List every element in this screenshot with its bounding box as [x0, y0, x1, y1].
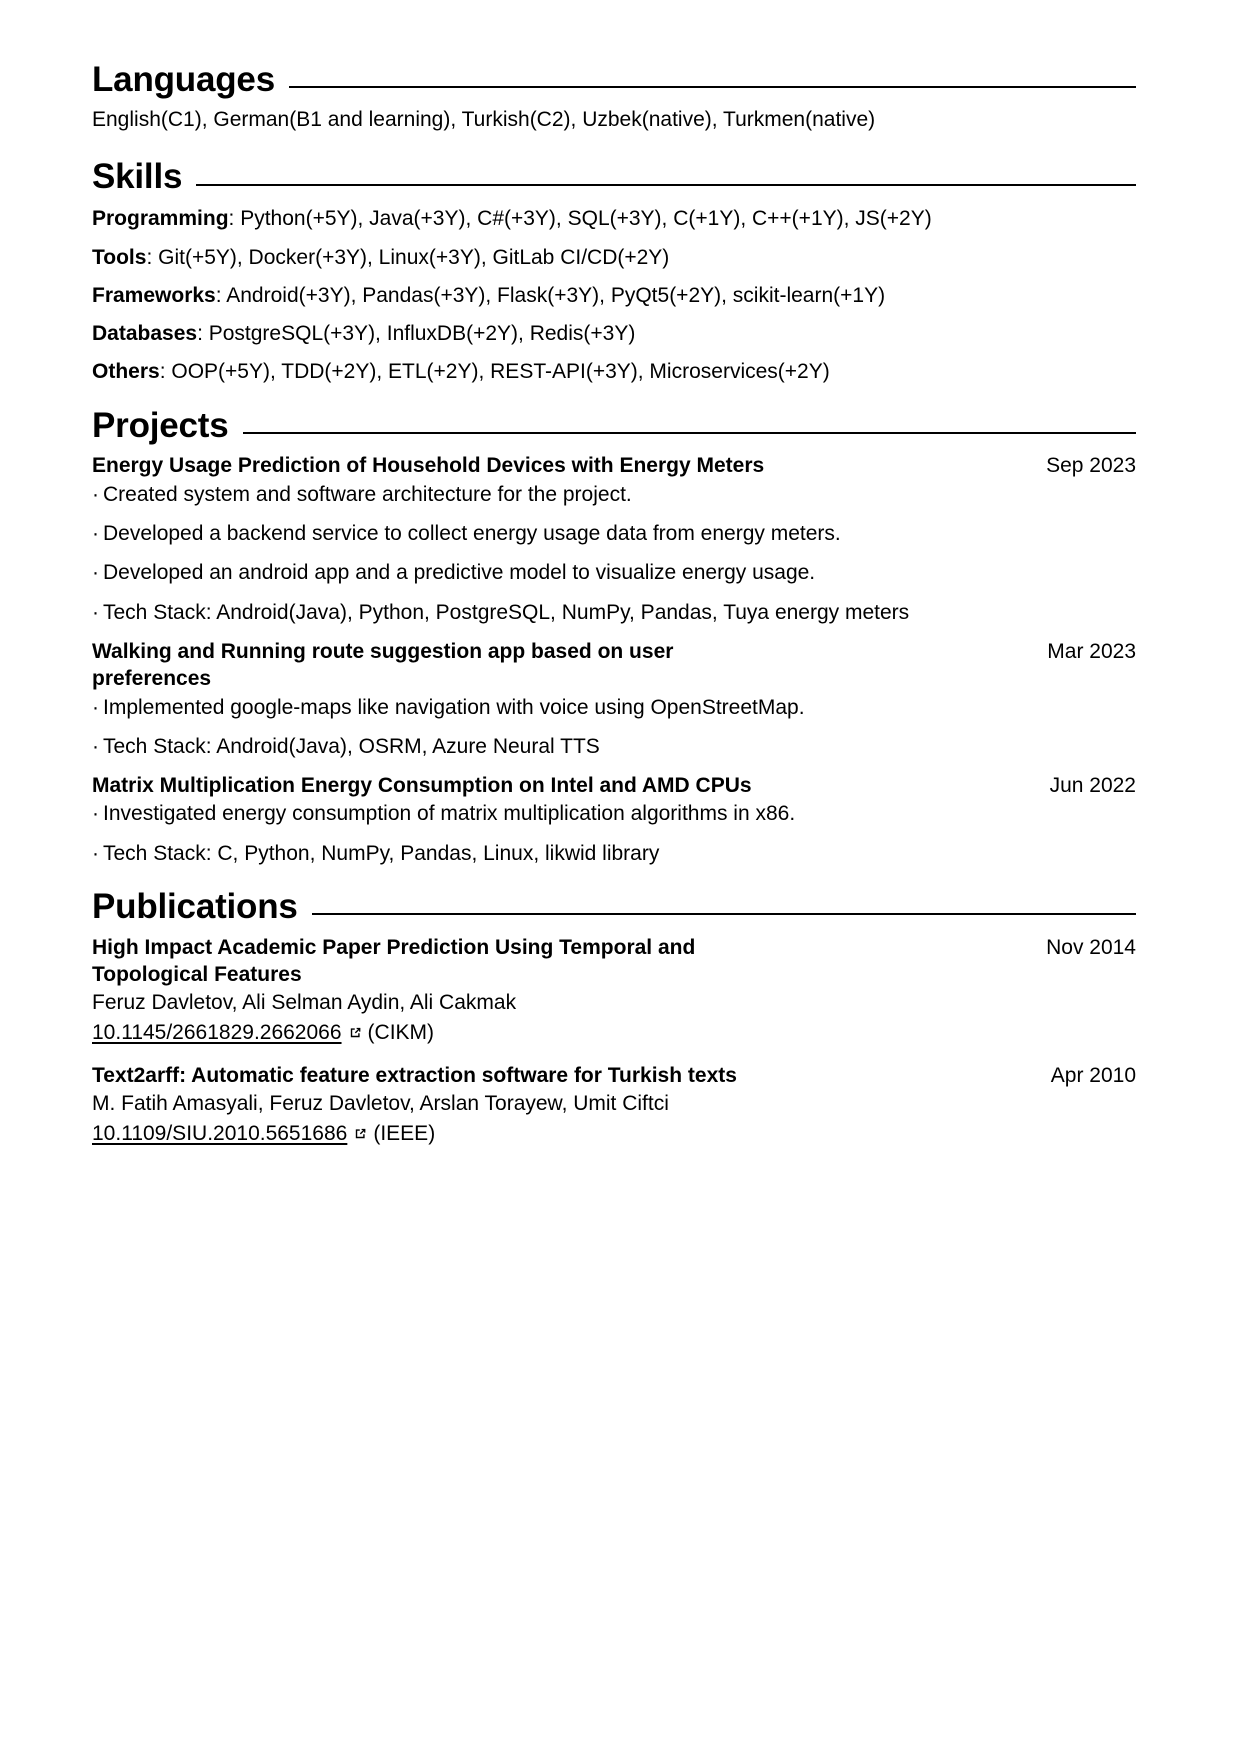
section-projects [92, 405, 1136, 867]
publication-venue: (CIKM) [367, 1021, 435, 1045]
spacer [92, 444, 1136, 452]
skill-category: Others [92, 360, 160, 384]
project-header [92, 772, 1136, 799]
section-header-publications [92, 889, 1136, 926]
bullet-item [92, 800, 1136, 827]
skill-values: : Git(+5Y), Docker(+3Y), Linux(+3Y), GitLab CI/CD(+2Y) [146, 245, 670, 269]
bullet-dot: · [92, 561, 99, 585]
bullet-text: Developed an android app and a predictive model to visualize energy usage. [103, 561, 816, 585]
skill-row [92, 205, 1136, 232]
spacer [92, 386, 1136, 408]
doi-link[interactable]: 10.1109/SIU.2010.5651686 [92, 1121, 348, 1145]
project-entry [92, 452, 1136, 625]
skill-values: : Python(+5Y), Java(+3Y), C#(+3Y), SQL(+3Y), C(+1Y), C++(+1Y), JS(+2Y) [228, 207, 932, 231]
section-title-publications: Publications [92, 887, 298, 927]
bullet-item [92, 840, 1136, 867]
skill-category: Programming [92, 207, 229, 231]
bullet-text: Tech Stack: Android(Java), OSRM, Azure Neural TTS [103, 734, 600, 758]
spacer [92, 1048, 1136, 1062]
section-title-projects: Projects [92, 405, 229, 445]
publication-date: Nov 2014 [1046, 935, 1136, 959]
skill-category: Frameworks [92, 283, 216, 307]
section-header-skills [92, 159, 1136, 196]
section-rule-skills [196, 184, 1136, 186]
spacer [92, 926, 1136, 934]
skill-values: : PostgreSQL(+3Y), InfluxDB(+2Y), Redis(+3Y) [197, 322, 636, 346]
skill-values: : OOP(+5Y), TDD(+2Y), ETL(+2Y), REST-API(+3Y), Microservices(+2Y) [159, 360, 830, 384]
bullet-item [92, 733, 1136, 760]
bullet-text: Investigated energy consumption of matrix multiplication algorithms in x86. [103, 802, 796, 826]
project-header [92, 452, 1136, 479]
bullet-item [92, 559, 1136, 586]
bullet-item [92, 599, 1136, 626]
project-date: Mar 2023 [1047, 639, 1136, 663]
doi-link[interactable]: 10.1145/2661829.2662066 [92, 1021, 342, 1045]
publication-header [92, 934, 1136, 989]
external-link-icon [353, 1126, 368, 1141]
project-title: Matrix Multiplication Energy Consumption on Intel and AMD CPUs [92, 774, 752, 798]
bullet-dot: · [92, 695, 99, 719]
bullet-text: Developed a backend service to collect energy usage data from energy meters. [103, 522, 841, 546]
project-title: Walking and Running route suggestion app based on user preferences [92, 639, 674, 691]
skill-row [92, 244, 1136, 271]
bullet-item [92, 481, 1136, 508]
spacer [92, 867, 1136, 889]
section-header-projects [92, 405, 1136, 445]
spacer [92, 626, 1136, 638]
publication-date: Apr 2010 [1050, 1063, 1136, 1087]
project-bullets [92, 694, 1136, 761]
section-title-languages: Languages [92, 60, 275, 99]
publication-authors: M. Fatih Amasyali, Feruz Davletov, Arslan Torayew, Umit Ciftci [92, 1091, 669, 1115]
spacer [92, 196, 1136, 205]
section-rule-projects [243, 432, 1136, 434]
bullet-dot: · [92, 734, 99, 758]
section-title-skills: Skills [92, 157, 183, 197]
external-link-icon [348, 1025, 363, 1040]
languages-line: English(C1), German(B1 and learning), Turkish(C2), Uzbek(native), Turkmen(native) [92, 107, 876, 131]
skill-row [92, 358, 1136, 385]
publication-title: Text2arff: Automatic feature extraction software for Turkish texts [92, 1063, 737, 1087]
bullet-dot: · [92, 522, 99, 546]
section-rule-languages [289, 86, 1136, 88]
project-date: Jun 2022 [1049, 774, 1136, 798]
publication-venue: (IEEE) [373, 1121, 436, 1145]
publication-entry [92, 934, 1136, 1048]
bullet-text: Created system and software architecture for the project. [103, 482, 632, 506]
bullet-text: Implemented google-maps like navigation with voice using OpenStreetMap. [103, 695, 805, 719]
bullet-dot: · [92, 482, 99, 506]
publication-doi-line [92, 1019, 1136, 1048]
section-languages [92, 62, 1136, 133]
project-title: Energy Usage Prediction of Household Devices with Energy Meters [92, 454, 765, 478]
section-publications [92, 889, 1136, 1148]
bullet-dot: · [92, 600, 99, 624]
skill-values: : Android(+3Y), Pandas(+3Y), Flask(+3Y), PyQt5(+2Y), scikit-learn(+1Y) [215, 283, 886, 307]
publication-title: High Impact Academic Paper Prediction Using Temporal and Topological Features [92, 935, 696, 987]
publication-header [92, 1062, 1136, 1089]
bullet-item [92, 520, 1136, 547]
section-rule-publications [312, 913, 1136, 915]
skill-category: Tools [92, 245, 147, 269]
section-header-languages [92, 62, 1136, 99]
bullet-dot: · [92, 802, 99, 826]
project-entry [92, 638, 1136, 760]
spacer [92, 133, 1136, 159]
bullet-item [92, 694, 1136, 721]
bullet-text: Tech Stack: Android(Java), Python, PostgreSQL, NumPy, Pandas, Tuya energy meters [103, 600, 910, 624]
bullet-text: Tech Stack: C, Python, NumPy, Pandas, Linux, likwid library [103, 841, 660, 865]
project-bullets [92, 800, 1136, 867]
skill-row [92, 320, 1136, 347]
publication-authors: Feruz Davletov, Ali Selman Aydin, Ali Cakmak [92, 991, 517, 1015]
project-date: Sep 2023 [1046, 454, 1136, 478]
publication-entry [92, 1062, 1136, 1149]
bullet-dot: · [92, 841, 99, 865]
project-entry [92, 772, 1136, 867]
section-skills [92, 159, 1136, 385]
project-bullets [92, 481, 1136, 626]
publication-doi-line [92, 1120, 1136, 1149]
spacer [92, 760, 1136, 772]
skill-category: Databases [92, 322, 198, 346]
project-header [92, 638, 1136, 693]
skill-row [92, 282, 1136, 309]
